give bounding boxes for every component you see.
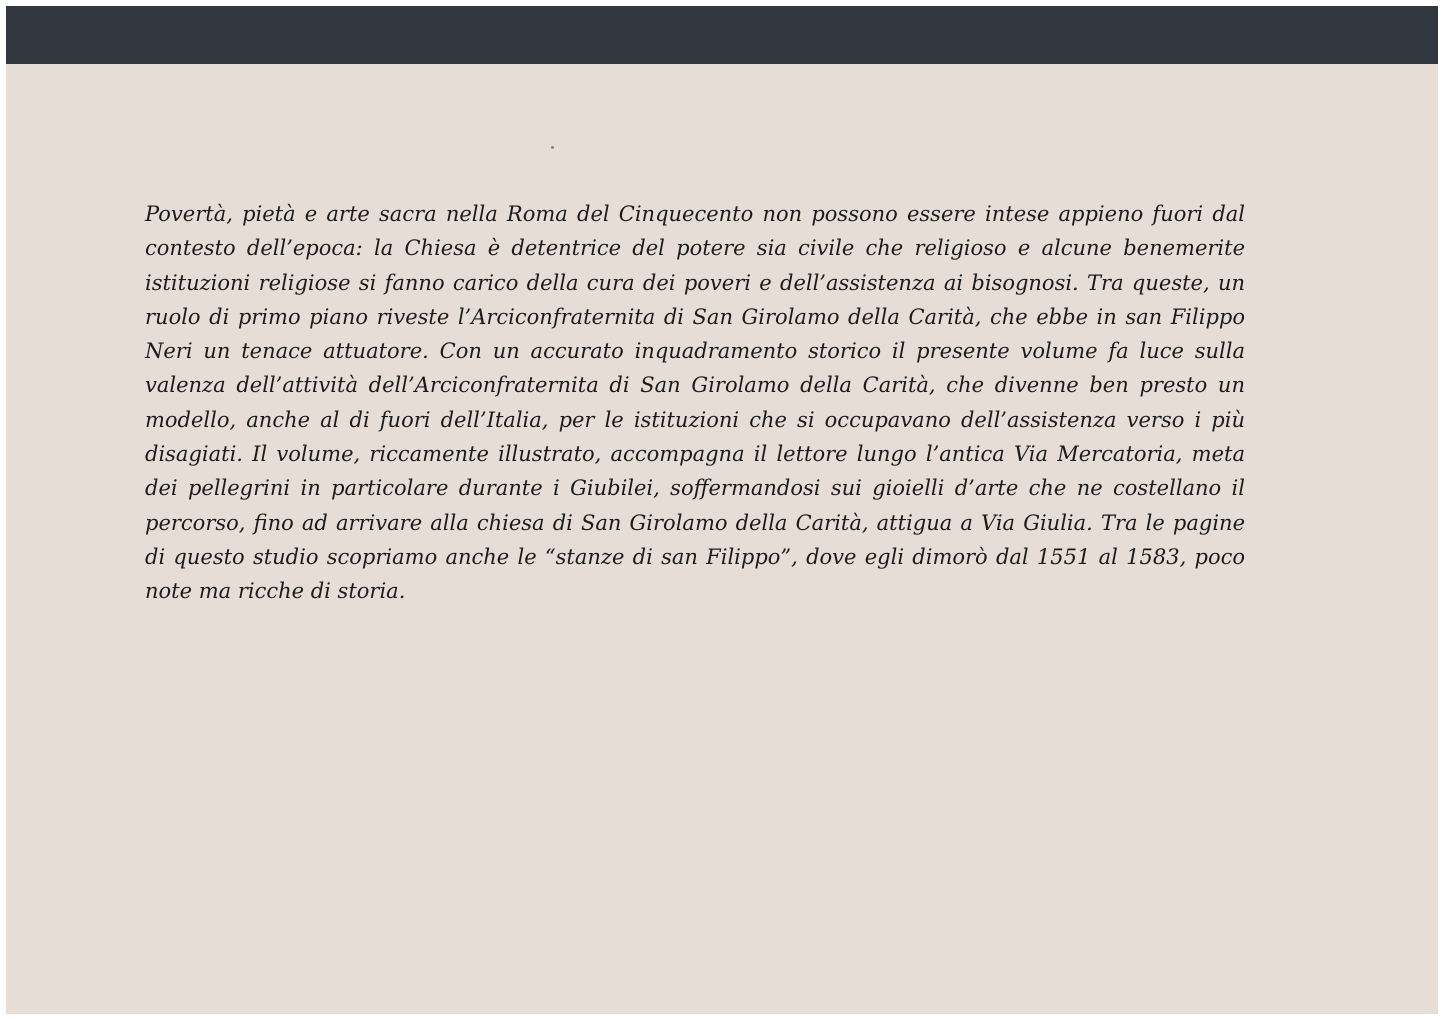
blurb-line: disagiati. Il volume, riccamente illustrato, accompagna il lettore lungo l’antica Via Mercatoria, meta bbox=[145, 442, 1245, 467]
blurb-line: di questo studio scopriamo anche le “stanze di san Filippo”, dove egli dimorò dal 1551 al 1583, poco bbox=[145, 544, 1245, 569]
blurb-line: dei pellegrini in particolare durante i Giubilei, soffermandosi sui gioielli d’arte che ne costellano il bbox=[145, 476, 1245, 501]
blurb-line: Povertà, pietà e arte sacra nella Roma del Cinquecento non possono essere intese appieno fuori dal bbox=[145, 202, 1245, 226]
blurb-line: istituzioni religiose si fanno carico della cura dei poveri e dell’assistenza ai bisognosi. Tra queste, un bbox=[145, 270, 1245, 295]
blurb-line: percorso, fino ad arrivare alla chiesa di San Girolamo della Carità, attigua a Via Giulia. Tra le pagine bbox=[145, 510, 1245, 535]
top-color-band bbox=[6, 6, 1438, 64]
blurb-line: modello, anche al di fuori dell’Italia, per le istituzioni che si occupavano dell’assistenza verso i più bbox=[145, 407, 1245, 432]
blurb-line: Neri un tenace attuatore. Con un accurato inquadramento storico il presente volume fa luce sulla bbox=[145, 339, 1245, 364]
blurb-line: note ma ricche di storia. bbox=[145, 579, 406, 604]
blurb-line: contesto dell’epoca: la Chiesa è detentrice del potere sia civile che religioso e alcune benemerite bbox=[145, 236, 1245, 261]
blurb-line: ruolo di primo piano riveste l’Arciconfraternita di San Girolamo della Carità, che ebbe in san Filippo bbox=[145, 304, 1245, 329]
blurb-line: valenza dell’attività dell’Arciconfraternita di San Girolamo della Carità, che divenne ben presto un bbox=[145, 373, 1245, 398]
paper-speck bbox=[551, 146, 554, 149]
back-cover-page bbox=[6, 6, 1438, 1014]
cover-blurb bbox=[145, 197, 1245, 609]
